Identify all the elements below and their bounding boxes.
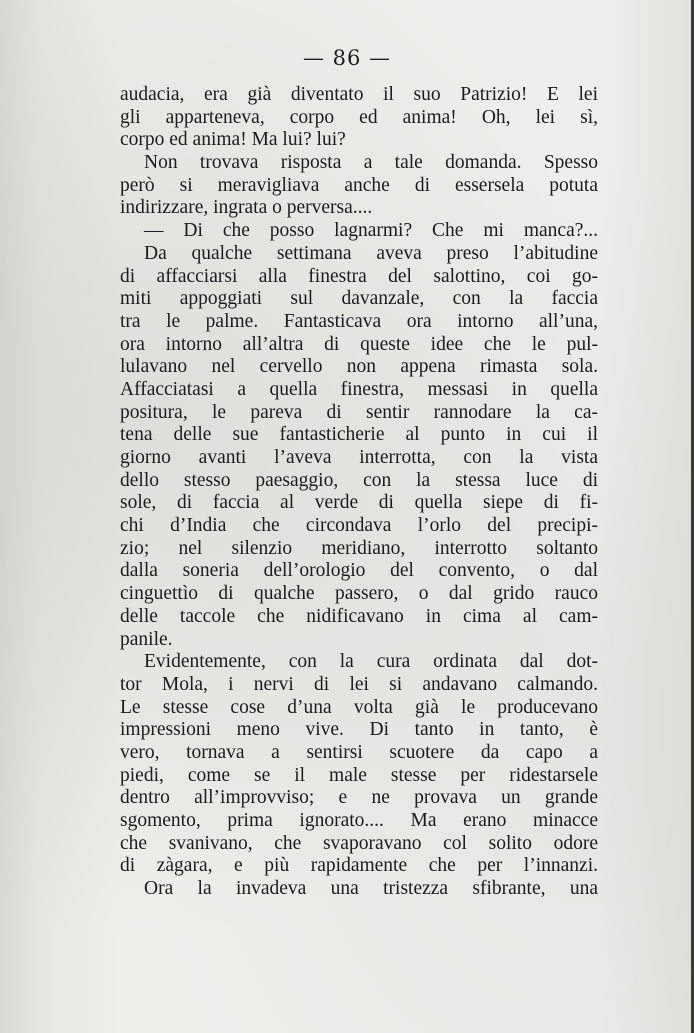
text-line: — Di che posso lagnarmi? Che mi manca?...: [144, 220, 598, 242]
text-line: piedi, come se il male stesse per ridestarsele: [120, 764, 598, 786]
text-line: giorno avanti l’aveva interrotta, con la vista: [120, 447, 598, 468]
text-line: zio; nel silenzio meridiano, interrotto soltanto: [120, 537, 598, 559]
text-line: delle taccole che nidificavano in cima al cam-: [120, 605, 598, 627]
text-line: chi d’India che circondava l’orlo del precipi-: [120, 515, 598, 537]
text-line: Affacciatasi a quella finestra, messasi in quella: [120, 378, 598, 400]
text-line: tra le palme. Fantasticava ora intorno all’una,: [120, 310, 598, 332]
text-line: dentro all’improvviso; e ne provava un grande: [120, 787, 598, 809]
text-line: ora intorno all’altra di queste idee che le pul-: [120, 333, 598, 355]
text-line: impressioni meno vive. Di tanto in tanto, è: [120, 719, 598, 741]
text-line: Non trovava risposta a tale domanda. Spesso: [144, 152, 598, 174]
text-line: audacia, era già diventato il suo Patrizio! E lei: [120, 84, 598, 105]
page-number: — 86 —: [302, 46, 392, 70]
text-line: tor Mola, i nervi di lei si andavano calmando.: [120, 673, 598, 695]
text-line: corpo ed anima! Ma lui? lui?: [120, 129, 346, 151]
body-text: [120, 84, 598, 901]
text-line: dello stesso paesaggio, con la stessa luce di: [120, 469, 598, 491]
text-line: di zàgara, e più rapidamente che per l’innanzi.: [120, 855, 598, 877]
text-line: vero, tornava a sentirsi scuotere da capo a: [120, 741, 598, 763]
text-line: lulavano nel cervello non appena rimasta sola.: [120, 356, 598, 378]
text-line: che svanivano, che svaporavano col solito odore: [120, 832, 598, 854]
text-line: miti appoggiati sul davanzale, con la faccia: [120, 288, 598, 310]
text-line: indirizzare, ingrata o perversa....: [120, 197, 373, 219]
text-line: dalla soneria dell’orologio del convento, o dal: [120, 560, 598, 582]
text-line: di affacciarsi alla finestra del salottino, coi go-: [120, 265, 598, 287]
text-line: sgomento, prima ignorato.... Ma erano minacce: [120, 810, 598, 831]
text-line: panile.: [120, 628, 173, 650]
text-line: Da qualche settimana aveva preso l’abitudine: [144, 242, 598, 264]
text-line: positura, le pareva di sentir rannodare la ca-: [120, 401, 598, 423]
text-line: cinguettìo di qualche passero, o dal grido rauco: [120, 583, 598, 605]
text-line: però si meravigliava anche di essersela potuta: [120, 174, 598, 196]
text-line: Evidentemente, con la cura ordinata dal dot-: [144, 651, 598, 673]
text-line: sole, di faccia al verde di quella siepe di fi-: [120, 492, 598, 514]
text-line: gli apparteneva, corpo ed anima! Oh, lei sì,: [120, 106, 598, 128]
text-line: Le stesse cose d’una volta già le producevano: [120, 696, 598, 718]
text-line: tena delle sue fantasticherie al punto in cui il: [120, 424, 598, 446]
text-line: Ora la invadeva una tristezza sfibrante, una: [144, 878, 598, 900]
